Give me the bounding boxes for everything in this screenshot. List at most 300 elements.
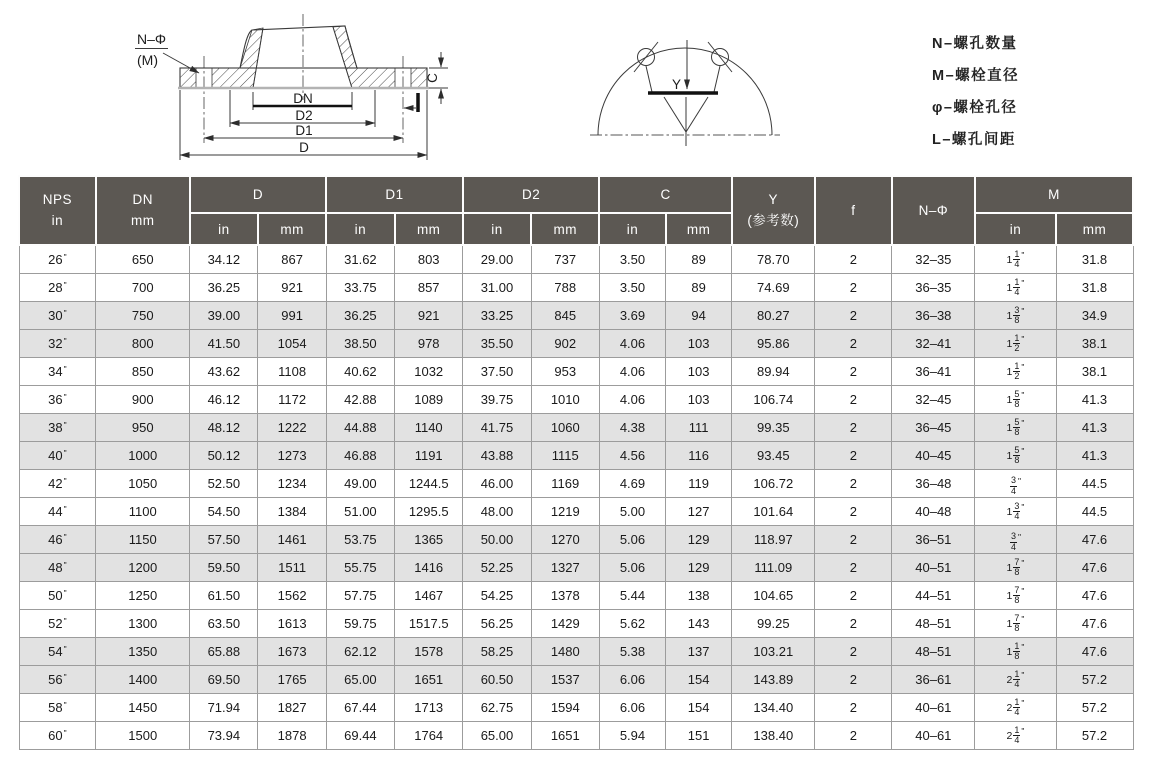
header-dn: DN mm [96, 176, 190, 245]
cell-nps: 50" [19, 582, 96, 610]
cell-d-mm: 1172 [258, 386, 326, 414]
cell-n-phi: 36–48 [892, 470, 975, 498]
cell-nps: 60" [19, 722, 96, 750]
cell-c-in: 5.06 [599, 554, 665, 582]
cell-d2-in: 33.25 [463, 302, 531, 330]
cell-c-mm: 94 [666, 302, 732, 330]
cell-dn: 1050 [96, 470, 190, 498]
cell-f: 2 [815, 442, 892, 470]
cell-dn: 1150 [96, 526, 190, 554]
cell-y: 93.45 [732, 442, 815, 470]
cell-c-mm: 143 [666, 610, 732, 638]
cell-d1-mm: 1365 [395, 526, 463, 554]
cell-n-phi: 40–61 [892, 722, 975, 750]
cell-d1-in: 53.75 [326, 526, 394, 554]
cell-nps: 44" [19, 498, 96, 526]
cell-c-in: 3.69 [599, 302, 665, 330]
cell-d1-mm: 921 [395, 302, 463, 330]
cell-dn: 1100 [96, 498, 190, 526]
cell-y: 99.25 [732, 610, 815, 638]
cell-c-in: 3.50 [599, 245, 665, 274]
cell-d-mm: 867 [258, 245, 326, 274]
cell-d1-in: 69.44 [326, 722, 394, 750]
table-row [19, 498, 1133, 526]
cell-d-in: 65.88 [190, 638, 258, 666]
cell-y: 106.72 [732, 470, 815, 498]
table-row [19, 722, 1133, 750]
cell-dn: 800 [96, 330, 190, 358]
cell-c-mm: 119 [666, 470, 732, 498]
cell-d-in: 52.50 [190, 470, 258, 498]
cell-n-phi: 48–51 [892, 610, 975, 638]
cell-d-in: 73.94 [190, 722, 258, 750]
cell-y: 118.97 [732, 526, 815, 554]
cell-nps: 30" [19, 302, 96, 330]
header-d1-in: in [326, 213, 394, 245]
header-d2-mm: mm [531, 213, 599, 245]
cell-d1-mm: 1416 [395, 554, 463, 582]
cell-d-mm: 1511 [258, 554, 326, 582]
cell-d1-in: 59.75 [326, 610, 394, 638]
table-row [19, 582, 1133, 610]
cell-n-phi: 40–51 [892, 554, 975, 582]
cell-n-phi: 40–61 [892, 694, 975, 722]
table-row [19, 470, 1133, 498]
cell-m-mm: 41.3 [1056, 414, 1133, 442]
table-row [19, 274, 1133, 302]
legend-item-m: M–螺栓直径 [932, 68, 1020, 84]
cell-n-phi: 36–61 [892, 666, 975, 694]
cell-m-in: 1 $\frac{1}{2}$ " [975, 358, 1056, 386]
cell-nps: 54" [19, 638, 96, 666]
cell-m-mm: 44.5 [1056, 498, 1133, 526]
cell-d-in: 59.50 [190, 554, 258, 582]
cell-d2-mm: 788 [531, 274, 599, 302]
cell-nps: 58" [19, 694, 96, 722]
table-row [19, 694, 1133, 722]
legend [932, 32, 1019, 160]
cell-d1-mm: 1295.5 [395, 498, 463, 526]
table-row [19, 358, 1133, 386]
cell-d1-mm: 1578 [395, 638, 463, 666]
cell-n-phi: 36–41 [892, 358, 975, 386]
cell-dn: 1450 [96, 694, 190, 722]
dim-label-d: D [299, 140, 309, 155]
cell-m-in: $\frac{3}{4}$ " [975, 470, 1056, 498]
cell-y: 74.69 [732, 274, 815, 302]
cell-m-in: 2 $\frac{1}{4}$ " [975, 722, 1056, 750]
cell-c-mm: 127 [666, 498, 732, 526]
cell-d1-mm: 1140 [395, 414, 463, 442]
cell-m-in: 1 $\frac{1}{4}$ " [975, 245, 1056, 274]
cell-d1-mm: 1032 [395, 358, 463, 386]
header-m: M [975, 176, 1133, 213]
cell-m-in: 1 $\frac{3}{4}$ " [975, 498, 1056, 526]
cell-c-in: 4.06 [599, 358, 665, 386]
dim-label-dn: DN [293, 91, 313, 106]
cell-dn: 1500 [96, 722, 190, 750]
table-row [19, 666, 1133, 694]
cell-d1-mm: 1713 [395, 694, 463, 722]
cell-nps: 46" [19, 526, 96, 554]
cell-c-mm: 103 [666, 386, 732, 414]
cell-c-mm: 111 [666, 414, 732, 442]
cell-nps: 34" [19, 358, 96, 386]
cell-d-in: 36.25 [190, 274, 258, 302]
table-body [19, 245, 1133, 750]
cell-m-mm: 57.2 [1056, 722, 1133, 750]
cell-m-in: 1 $\frac{7}{8}$ " [975, 582, 1056, 610]
cell-c-mm: 89 [666, 274, 732, 302]
bolt-circle-drawing [590, 40, 780, 146]
cell-c-mm: 129 [666, 526, 732, 554]
cell-dn: 1200 [96, 554, 190, 582]
cell-f: 2 [815, 414, 892, 442]
cell-d2-mm: 1010 [531, 386, 599, 414]
cell-d2-in: 60.50 [463, 666, 531, 694]
cell-dn: 750 [96, 302, 190, 330]
cell-m-in: 1 $\frac{1}{2}$ " [975, 330, 1056, 358]
cell-d2-in: 56.25 [463, 610, 531, 638]
cell-d2-mm: 737 [531, 245, 599, 274]
cell-dn: 950 [96, 414, 190, 442]
cell-d2-mm: 1537 [531, 666, 599, 694]
cell-n-phi: 40–45 [892, 442, 975, 470]
cell-d1-mm: 1651 [395, 666, 463, 694]
cell-dn: 1350 [96, 638, 190, 666]
cell-d-in: 48.12 [190, 414, 258, 442]
cell-c-mm: 116 [666, 442, 732, 470]
cell-d-in: 57.50 [190, 526, 258, 554]
cell-m-mm: 57.2 [1056, 694, 1133, 722]
cell-m-in: 1 $\frac{5}{8}$ " [975, 386, 1056, 414]
cell-dn: 650 [96, 245, 190, 274]
cell-nps: 42" [19, 470, 96, 498]
cell-d1-mm: 1191 [395, 442, 463, 470]
cell-d1-mm: 1764 [395, 722, 463, 750]
cell-y: 138.40 [732, 722, 815, 750]
cell-d1-mm: 1244.5 [395, 470, 463, 498]
cell-d2-in: 43.88 [463, 442, 531, 470]
cell-d2-mm: 1327 [531, 554, 599, 582]
cell-m-in: 1 $\frac{1}{4}$ " [975, 274, 1056, 302]
cell-d-in: 69.50 [190, 666, 258, 694]
cell-n-phi: 36–38 [892, 302, 975, 330]
cell-n-phi: 32–35 [892, 245, 975, 274]
cell-n-phi: 36–45 [892, 414, 975, 442]
header-d-in: in [190, 213, 258, 245]
cell-f: 2 [815, 330, 892, 358]
cell-d1-in: 67.44 [326, 694, 394, 722]
table-row [19, 442, 1133, 470]
cell-d2-mm: 1429 [531, 610, 599, 638]
cell-f: 2 [815, 554, 892, 582]
cell-d-in: 43.62 [190, 358, 258, 386]
cell-d2-mm: 1594 [531, 694, 599, 722]
cell-m-in: 1 $\frac{7}{8}$ " [975, 610, 1056, 638]
cell-f: 2 [815, 358, 892, 386]
cell-d1-in: 46.88 [326, 442, 394, 470]
cell-d-in: 54.50 [190, 498, 258, 526]
cell-nps: 56" [19, 666, 96, 694]
cell-nps: 36" [19, 386, 96, 414]
cell-d-mm: 1234 [258, 470, 326, 498]
cell-d-mm: 1108 [258, 358, 326, 386]
header-nps: NPS in [19, 176, 96, 245]
cell-f: 2 [815, 666, 892, 694]
cell-m-in: 2 $\frac{1}{4}$ " [975, 666, 1056, 694]
header-m-mm: mm [1056, 213, 1133, 245]
cell-c-mm: 154 [666, 694, 732, 722]
table-row [19, 638, 1133, 666]
cell-dn: 900 [96, 386, 190, 414]
cell-d1-mm: 1089 [395, 386, 463, 414]
cell-m-in: $\frac{3}{4}$ " [975, 526, 1056, 554]
header-c: C [599, 176, 731, 213]
cell-c-in: 5.00 [599, 498, 665, 526]
table-row [19, 414, 1133, 442]
cell-d2-mm: 1115 [531, 442, 599, 470]
cell-d2-in: 37.50 [463, 358, 531, 386]
cell-d-mm: 1384 [258, 498, 326, 526]
table-row [19, 245, 1133, 274]
cell-f: 2 [815, 386, 892, 414]
cell-m-mm: 38.1 [1056, 330, 1133, 358]
cell-d1-in: 62.12 [326, 638, 394, 666]
cell-m-in: 1 $\frac{5}{8}$ " [975, 442, 1056, 470]
cell-d-in: 34.12 [190, 245, 258, 274]
cell-y: 101.64 [732, 498, 815, 526]
cell-d1-in: 55.75 [326, 554, 394, 582]
cell-f: 2 [815, 245, 892, 274]
dim-label-d1: D1 [295, 123, 313, 138]
cell-c-mm: 103 [666, 358, 732, 386]
cell-dn: 850 [96, 358, 190, 386]
cell-y: 78.70 [732, 245, 815, 274]
cell-f: 2 [815, 582, 892, 610]
cell-y: 111.09 [732, 554, 815, 582]
cell-c-mm: 138 [666, 582, 732, 610]
cell-dn: 1300 [96, 610, 190, 638]
cell-m-mm: 41.3 [1056, 442, 1133, 470]
cell-c-in: 5.06 [599, 526, 665, 554]
header-c-in: in [599, 213, 665, 245]
cell-nps: 32" [19, 330, 96, 358]
cell-m-mm: 41.3 [1056, 386, 1133, 414]
cell-c-mm: 129 [666, 554, 732, 582]
cell-d2-in: 29.00 [463, 245, 531, 274]
cell-c-in: 5.38 [599, 638, 665, 666]
header-m-in: in [975, 213, 1056, 245]
cell-n-phi: 44–51 [892, 582, 975, 610]
table-row [19, 610, 1133, 638]
cell-d-mm: 1673 [258, 638, 326, 666]
cell-d-in: 50.12 [190, 442, 258, 470]
cell-d2-in: 52.25 [463, 554, 531, 582]
header-d: D [190, 176, 327, 213]
cell-f: 2 [815, 722, 892, 750]
cell-y: 134.40 [732, 694, 815, 722]
cell-d1-mm: 978 [395, 330, 463, 358]
cell-m-mm: 38.1 [1056, 358, 1133, 386]
cell-d2-mm: 1378 [531, 582, 599, 610]
cell-d2-in: 41.75 [463, 414, 531, 442]
cell-f: 2 [815, 638, 892, 666]
cell-c-in: 4.38 [599, 414, 665, 442]
cell-d1-in: 36.25 [326, 302, 394, 330]
cell-f: 2 [815, 470, 892, 498]
cell-m-mm: 44.5 [1056, 470, 1133, 498]
cell-f: 2 [815, 274, 892, 302]
legend-item-n: N–螺孔数量 [932, 36, 1018, 52]
cell-d-mm: 991 [258, 302, 326, 330]
cell-m-mm: 34.9 [1056, 302, 1133, 330]
cell-d-mm: 1613 [258, 610, 326, 638]
cell-c-in: 4.06 [599, 330, 665, 358]
cell-d-in: 71.94 [190, 694, 258, 722]
cell-d1-in: 51.00 [326, 498, 394, 526]
cell-d-mm: 921 [258, 274, 326, 302]
cell-n-phi: 32–45 [892, 386, 975, 414]
cell-d2-in: 54.25 [463, 582, 531, 610]
cell-d2-in: 58.25 [463, 638, 531, 666]
header-c-mm: mm [666, 213, 732, 245]
cell-d-mm: 1878 [258, 722, 326, 750]
label-n-phi: N–Φ [137, 31, 167, 47]
cell-dn: 1250 [96, 582, 190, 610]
legend-item-phi: φ–螺栓孔径 [932, 100, 1018, 116]
cell-c-in: 5.44 [599, 582, 665, 610]
cell-n-phi: 36–35 [892, 274, 975, 302]
cell-c-in: 5.94 [599, 722, 665, 750]
cell-d-in: 39.00 [190, 302, 258, 330]
cell-d1-in: 49.00 [326, 470, 394, 498]
header-d-mm: mm [258, 213, 326, 245]
cell-c-mm: 103 [666, 330, 732, 358]
cell-d2-in: 39.75 [463, 386, 531, 414]
cell-m-mm: 47.6 [1056, 582, 1133, 610]
cell-nps: 26" [19, 245, 96, 274]
cell-d-mm: 1765 [258, 666, 326, 694]
cell-d-in: 63.50 [190, 610, 258, 638]
cell-d-mm: 1461 [258, 526, 326, 554]
legend-item-l: L–螺孔间距 [932, 132, 1016, 148]
cell-d-mm: 1827 [258, 694, 326, 722]
cell-dn: 1000 [96, 442, 190, 470]
cell-m-in: 1 $\frac{7}{8}$ " [975, 554, 1056, 582]
cell-d1-in: 38.50 [326, 330, 394, 358]
cell-d2-in: 65.00 [463, 722, 531, 750]
cell-y: 103.21 [732, 638, 815, 666]
cell-d2-mm: 1219 [531, 498, 599, 526]
cell-m-mm: 31.8 [1056, 245, 1133, 274]
cell-d1-mm: 857 [395, 274, 463, 302]
cell-d1-in: 42.88 [326, 386, 394, 414]
header-d2: D2 [463, 176, 600, 213]
header-d2-in: in [463, 213, 531, 245]
figures-area [0, 0, 1152, 174]
cell-d1-mm: 1517.5 [395, 610, 463, 638]
cell-m-mm: 31.8 [1056, 274, 1133, 302]
cell-d2-mm: 1060 [531, 414, 599, 442]
cell-d2-in: 48.00 [463, 498, 531, 526]
technical-drawings [0, 0, 900, 174]
table-row [19, 302, 1133, 330]
cell-y: 95.86 [732, 330, 815, 358]
table-header [19, 176, 1133, 245]
cell-nps: 40" [19, 442, 96, 470]
header-n-phi: N–Φ [892, 176, 975, 245]
cell-d2-mm: 1270 [531, 526, 599, 554]
cell-d2-mm: 1651 [531, 722, 599, 750]
cell-m-in: 1 $\frac{3}{8}$ " [975, 302, 1056, 330]
label-m: (M) [137, 52, 158, 68]
header-d1: D1 [326, 176, 463, 213]
cell-nps: 52" [19, 610, 96, 638]
cell-m-in: 2 $\frac{1}{4}$ " [975, 694, 1056, 722]
cell-d2-mm: 1480 [531, 638, 599, 666]
cell-d1-mm: 1467 [395, 582, 463, 610]
cell-m-mm: 47.6 [1056, 526, 1133, 554]
cell-d2-in: 35.50 [463, 330, 531, 358]
cell-c-in: 4.06 [599, 386, 665, 414]
cell-n-phi: 36–51 [892, 526, 975, 554]
cell-nps: 38" [19, 414, 96, 442]
cell-d1-in: 40.62 [326, 358, 394, 386]
cell-d-in: 46.12 [190, 386, 258, 414]
cell-y: 104.65 [732, 582, 815, 610]
cell-d-mm: 1054 [258, 330, 326, 358]
cell-d1-in: 57.75 [326, 582, 394, 610]
cell-y: 143.89 [732, 666, 815, 694]
cell-dn: 1400 [96, 666, 190, 694]
cell-c-mm: 151 [666, 722, 732, 750]
cell-y: 106.74 [732, 386, 815, 414]
header-d1-mm: mm [395, 213, 463, 245]
cell-f: 2 [815, 610, 892, 638]
cell-d2-in: 31.00 [463, 274, 531, 302]
cell-n-phi: 48–51 [892, 638, 975, 666]
cell-d2-in: 46.00 [463, 470, 531, 498]
cell-m-mm: 47.6 [1056, 638, 1133, 666]
cell-c-in: 6.06 [599, 694, 665, 722]
cell-d1-in: 31.62 [326, 245, 394, 274]
table-row [19, 526, 1133, 554]
cell-d2-mm: 902 [531, 330, 599, 358]
cell-m-in: 1 $\frac{1}{8}$ " [975, 638, 1056, 666]
dim-label-c: C [425, 73, 440, 83]
flange-dimension-table [18, 175, 1134, 750]
cell-m-mm: 47.6 [1056, 610, 1133, 638]
cell-m-in: 1 $\frac{5}{8}$ " [975, 414, 1056, 442]
cell-d-mm: 1222 [258, 414, 326, 442]
table-row [19, 554, 1133, 582]
cell-f: 2 [815, 526, 892, 554]
cell-d-mm: 1273 [258, 442, 326, 470]
cell-c-mm: 154 [666, 666, 732, 694]
cell-d1-in: 44.88 [326, 414, 394, 442]
flange-section-drawing [135, 14, 448, 160]
cell-y: 89.94 [732, 358, 815, 386]
cell-d-in: 61.50 [190, 582, 258, 610]
dim-label-d2: D2 [295, 108, 313, 123]
header-f: f [815, 176, 892, 245]
cell-d2-in: 62.75 [463, 694, 531, 722]
cell-d-in: 41.50 [190, 330, 258, 358]
header-y: Y (参考数) [732, 176, 815, 245]
cell-m-mm: 57.2 [1056, 666, 1133, 694]
cell-c-in: 6.06 [599, 666, 665, 694]
